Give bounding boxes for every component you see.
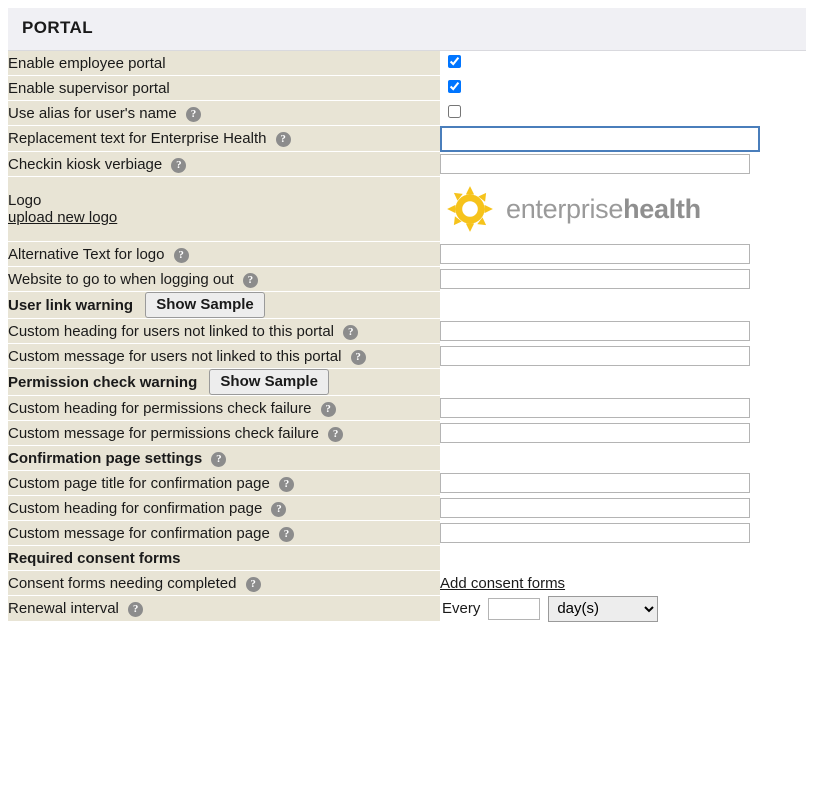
row-field-custom-heading-perm-failure	[440, 396, 806, 421]
row-field-custom-heading-confirm	[440, 496, 806, 521]
show-sample-user-link-warning-button[interactable]: Show Sample	[145, 292, 265, 318]
section-user-link-warning	[8, 292, 440, 319]
row-label-replacement-text	[8, 126, 440, 152]
row-field-custom-message-confirm	[440, 521, 806, 546]
section-permission-check-warning	[8, 369, 440, 396]
logo-word-enterprise: enterprise	[506, 193, 624, 224]
table-row	[8, 242, 806, 267]
row-field-replacement-text	[440, 126, 806, 152]
row-label-enable-supervisor-portal	[8, 76, 440, 101]
row-label-custom-heading-confirm	[8, 496, 440, 521]
enterprise-health-sun-icon	[444, 183, 496, 235]
section-label: Required consent forms	[8, 549, 181, 567]
row-field-consent-forms-needing-completed	[440, 571, 806, 596]
help-icon[interactable]: ?	[279, 477, 294, 492]
renewal-interval-input[interactable]	[488, 598, 540, 620]
label-text: Checkin kiosk verbiage	[8, 155, 163, 173]
row-field-logout-website	[440, 267, 806, 292]
row-label-checkin-kiosk-verbiage	[8, 152, 440, 177]
label-text: Enable supervisor portal	[8, 79, 170, 97]
row-label-logo	[8, 177, 440, 242]
table-row	[8, 51, 806, 76]
help-icon[interactable]: ?	[321, 402, 336, 417]
logout-website-input[interactable]	[440, 269, 750, 289]
label-text: Custom heading for users not linked to this portal	[8, 322, 335, 340]
table-row	[8, 421, 806, 446]
row-field-alt-text-logo	[440, 242, 806, 267]
label-text: Consent forms needing completed	[8, 574, 237, 592]
label-text: Custom message for permissions check failure	[8, 424, 319, 442]
row-field-logo	[440, 177, 806, 242]
row-label-custom-heading-not-linked	[8, 319, 440, 344]
upload-new-logo-link[interactable]: upload new logo	[8, 209, 118, 226]
alternative-text-for-logo-input[interactable]	[440, 244, 750, 264]
help-icon[interactable]: ?	[351, 350, 366, 365]
logo-image	[440, 177, 806, 241]
section-field-empty	[440, 546, 806, 571]
label-text: Replacement text for Enterprise Health	[8, 130, 267, 147]
label-text: Use alias for user's name	[8, 104, 177, 122]
table-row	[8, 76, 806, 101]
table-row	[8, 126, 806, 152]
custom-message-perm-failure-input[interactable]	[440, 423, 750, 443]
section-field-empty	[440, 446, 806, 471]
label-text: Custom page title for confirmation page	[8, 474, 270, 492]
table-row	[8, 471, 806, 496]
row-label-enable-employee-portal	[8, 51, 440, 76]
table-row	[8, 571, 806, 596]
row-field-custom-heading-not-linked	[440, 319, 806, 344]
row-label-custom-page-title-confirm	[8, 471, 440, 496]
label-text: Custom heading for confirmation page	[8, 499, 263, 517]
custom-heading-perm-failure-input[interactable]	[440, 398, 750, 418]
add-consent-forms-link[interactable]: Add consent forms	[440, 574, 566, 592]
logo-wordmark	[506, 194, 701, 225]
row-label-renewal-interval	[8, 596, 440, 622]
help-icon[interactable]: ?	[328, 427, 343, 442]
row-field-enable-employee-portal	[440, 51, 806, 76]
label-text: Website to go to when logging out	[8, 270, 234, 288]
row-field-renewal-interval	[440, 596, 806, 622]
table-row	[8, 496, 806, 521]
table-row	[8, 596, 806, 622]
custom-page-title-confirm-input[interactable]	[440, 473, 750, 493]
custom-message-confirm-input[interactable]	[440, 523, 750, 543]
table-row-section	[8, 446, 806, 471]
section-field-empty	[440, 292, 806, 319]
row-label-use-alias	[8, 101, 440, 126]
row-label-custom-message-perm-failure	[8, 421, 440, 446]
table-row-section	[8, 292, 806, 319]
custom-message-not-linked-input[interactable]	[440, 346, 750, 366]
row-field-custom-message-perm-failure	[440, 421, 806, 446]
help-icon[interactable]: ?	[276, 132, 291, 147]
enable-employee-portal-checkbox[interactable]	[448, 55, 461, 68]
help-icon[interactable]: ?	[171, 158, 186, 173]
table-row	[8, 521, 806, 546]
section-field-empty	[440, 369, 806, 396]
help-icon[interactable]: ?	[343, 325, 358, 340]
table-row	[8, 319, 806, 344]
section-label: Confirmation page settings	[8, 449, 203, 467]
section-required-consent-forms	[8, 546, 440, 571]
enable-supervisor-portal-checkbox[interactable]	[448, 80, 461, 93]
row-label-logout-website	[8, 267, 440, 292]
table-row-logo	[8, 177, 806, 242]
renewal-interval-unit-select[interactable]	[548, 596, 658, 622]
table-row	[8, 152, 806, 177]
show-sample-permission-check-button[interactable]: Show Sample	[209, 369, 329, 395]
label-text: Custom message for users not linked to this portal	[8, 347, 342, 365]
portal-settings-form	[8, 51, 806, 622]
label-text: Custom message for confirmation page	[8, 524, 270, 542]
table-row-section	[8, 369, 806, 396]
table-row-section	[8, 546, 806, 571]
row-label-alt-text-logo	[8, 242, 440, 267]
table-row	[8, 344, 806, 369]
label-text: Renewal interval	[8, 600, 119, 617]
help-icon[interactable]: ?	[174, 248, 189, 263]
table-row	[8, 396, 806, 421]
row-field-use-alias	[440, 101, 806, 126]
help-icon[interactable]: ?	[186, 107, 201, 122]
replacement-text-input[interactable]	[440, 126, 760, 152]
checkin-kiosk-verbiage-input[interactable]	[440, 154, 750, 174]
row-field-enable-supervisor-portal	[440, 76, 806, 101]
row-label-custom-message-not-linked	[8, 344, 440, 369]
section-confirmation-page-settings	[8, 446, 440, 471]
help-icon[interactable]: ?	[271, 502, 286, 517]
section-label: Permission check warning	[8, 374, 198, 391]
row-field-checkin-kiosk-verbiage	[440, 152, 806, 177]
renewal-interval-controls	[440, 596, 806, 622]
help-icon[interactable]: ?	[279, 527, 294, 542]
label-text: Alternative Text for logo	[8, 245, 165, 263]
logo-label-text: Logo	[8, 192, 42, 209]
help-icon[interactable]: ?	[243, 273, 258, 288]
custom-heading-not-linked-input[interactable]	[440, 321, 750, 341]
label-text: Custom heading for permissions check failure	[8, 399, 312, 417]
help-icon[interactable]: ?	[211, 452, 226, 467]
help-icon[interactable]: ?	[246, 577, 261, 592]
table-row	[8, 267, 806, 292]
renewal-every-label: Every	[442, 600, 481, 617]
row-label-consent-forms-needing-completed	[8, 571, 440, 596]
row-label-custom-heading-perm-failure	[8, 396, 440, 421]
table-row	[8, 101, 806, 126]
row-label-custom-message-confirm	[8, 521, 440, 546]
use-alias-checkbox[interactable]	[448, 105, 461, 118]
custom-heading-confirm-input[interactable]	[440, 498, 750, 518]
help-icon[interactable]: ?	[128, 602, 143, 617]
row-field-custom-page-title-confirm	[440, 471, 806, 496]
row-field-custom-message-not-linked	[440, 344, 806, 369]
logo-word-health: health	[623, 193, 701, 224]
page-title: PORTAL	[8, 8, 806, 51]
section-label: User link warning	[8, 297, 134, 314]
label-text: Enable employee portal	[8, 54, 166, 72]
